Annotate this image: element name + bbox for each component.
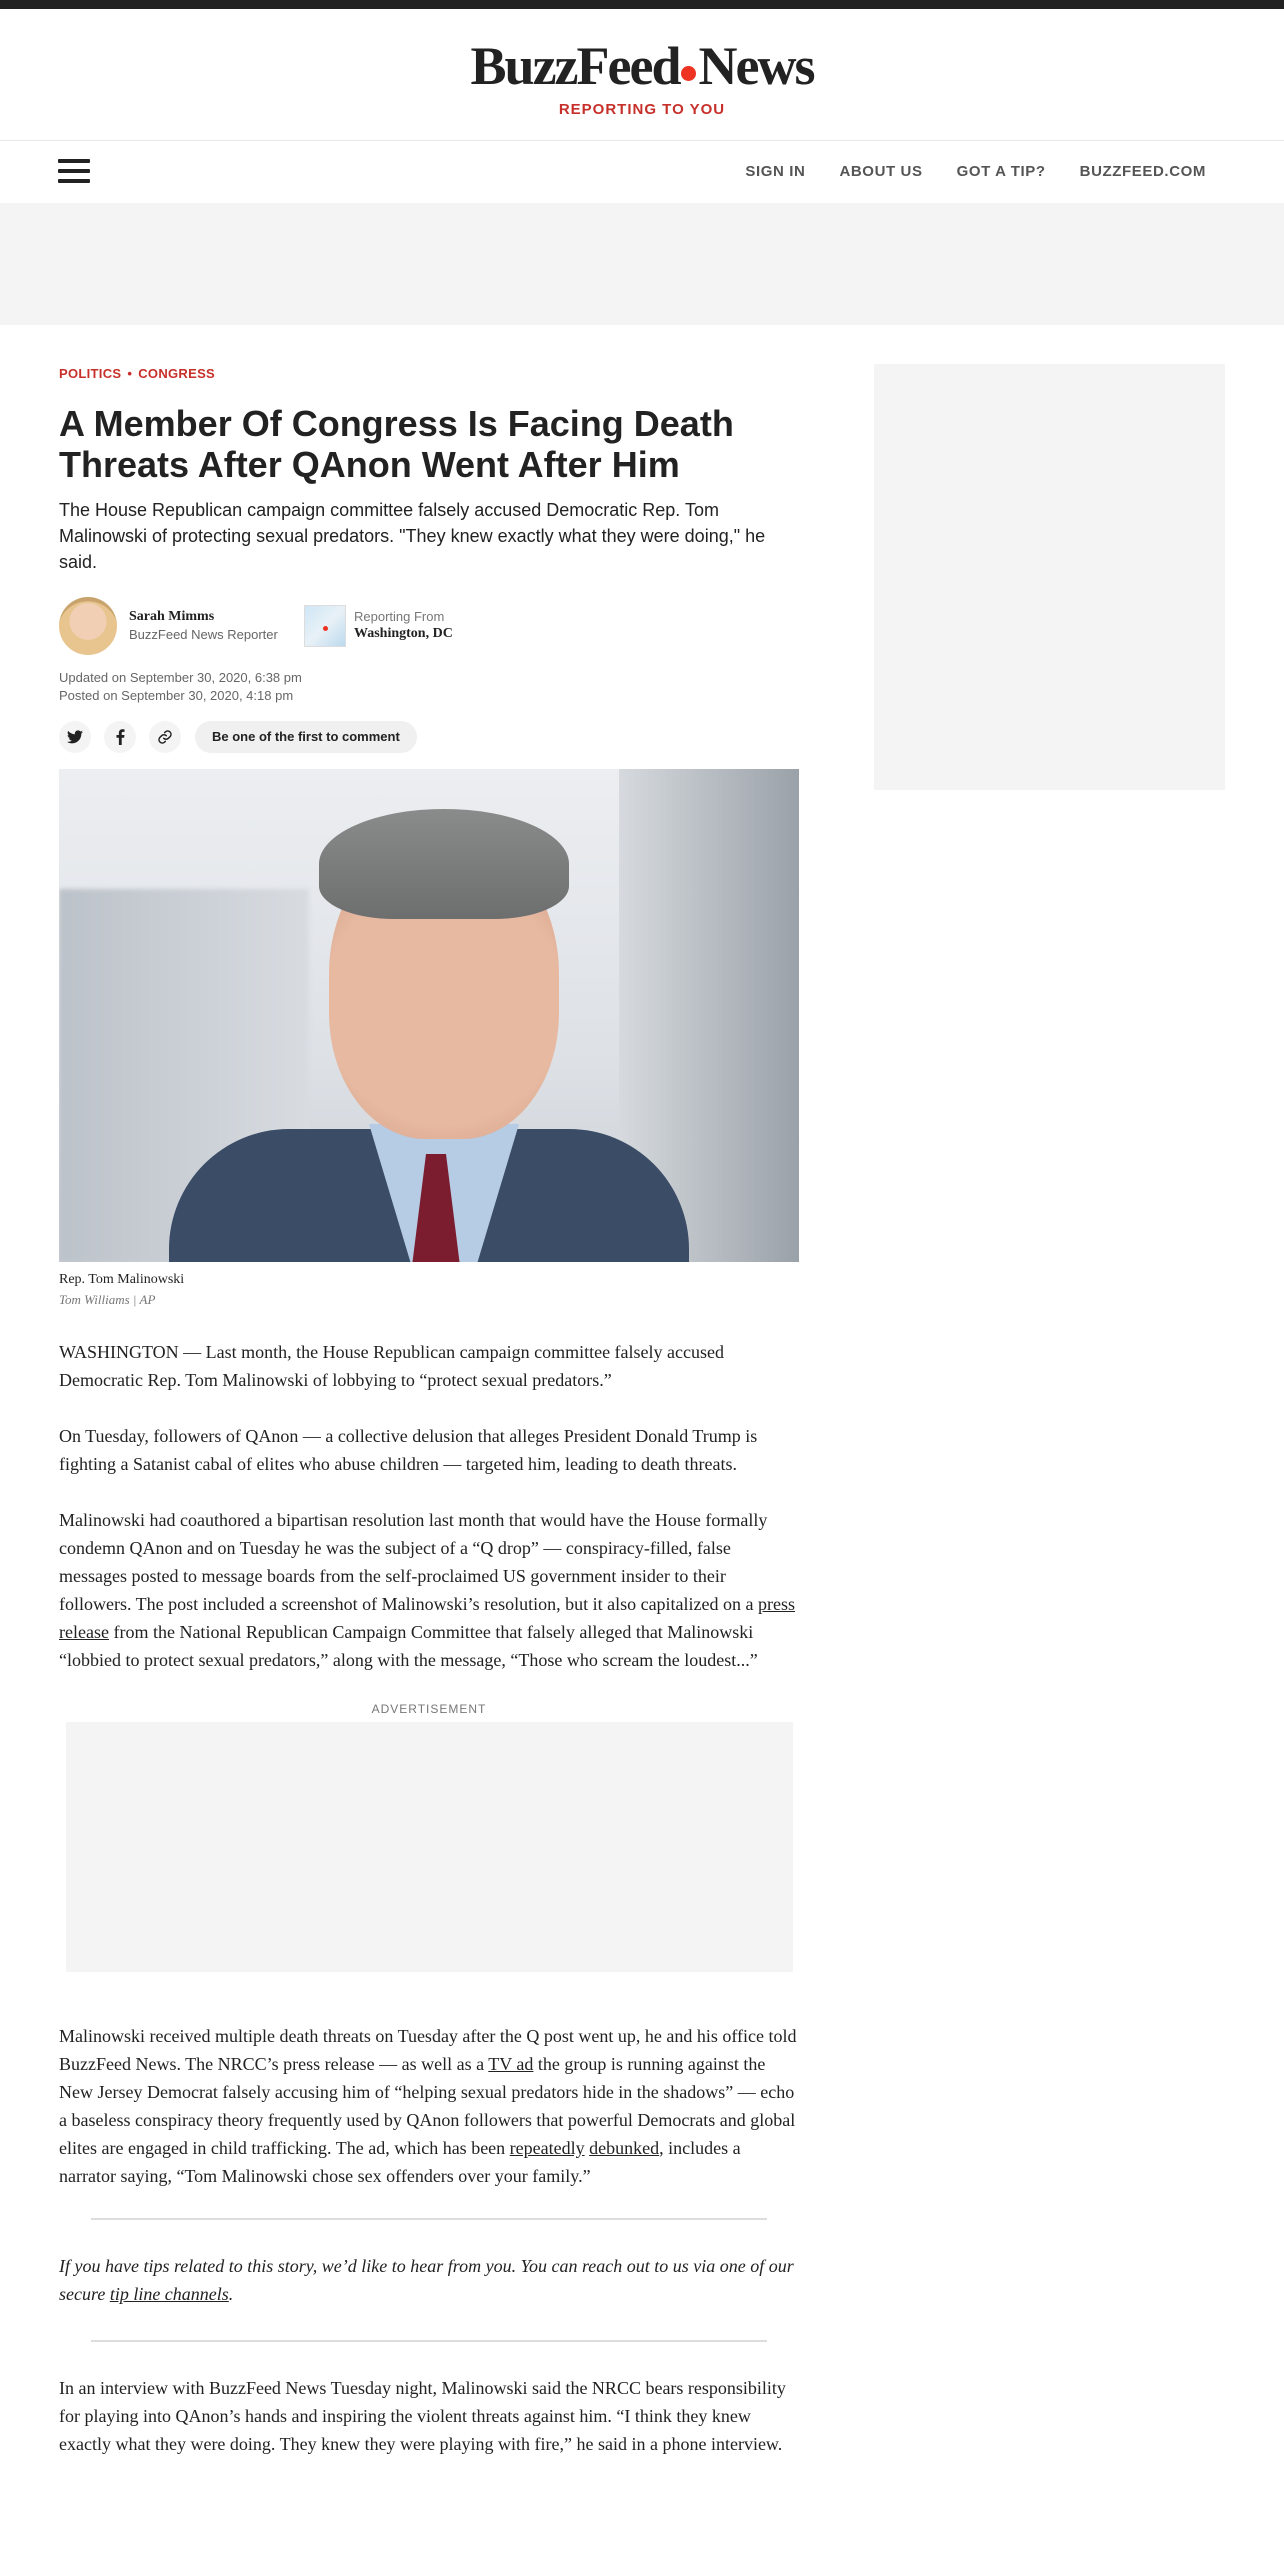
posted-date: Posted on September 30, 2020, 4:18 pm: [59, 688, 294, 703]
tip-line-link[interactable]: tip line channels: [109, 2284, 229, 2304]
press-release-link[interactable]: press release: [59, 1594, 796, 1642]
reporting-from: [354, 609, 453, 642]
map-icon: [304, 605, 346, 647]
tagline: REPORTING TO YOU: [558, 101, 726, 118]
breadcrumb: POLITICS • CONGRESS: [59, 366, 216, 381]
logo-buzzfeed: BuzzFeed: [470, 36, 680, 96]
divider: [91, 2218, 767, 2220]
facebook-icon[interactable]: [104, 721, 136, 753]
logo-news: News: [698, 36, 814, 96]
menu-icon[interactable]: [58, 159, 90, 185]
debunked-link[interactable]: debunked: [589, 2138, 660, 2158]
byline: [59, 597, 799, 657]
article: [59, 366, 799, 2486]
top-bar: [0, 0, 1284, 9]
top-ad-banner: [0, 203, 1284, 325]
advertisement-label: ADVERTISEMENT: [371, 1702, 487, 1716]
inline-ad: [66, 1722, 793, 1972]
author-name[interactable]: Sarah Mimms: [129, 609, 215, 624]
site-header: [0, 9, 1284, 141]
twitter-icon[interactable]: [59, 721, 91, 753]
article-dek: The House Republican campaign committee falsely accused Democratic Rep. Tom Malinowski of protecting sexual predators. "They knew exactly what they were doing," he said.: [59, 500, 766, 572]
share-bar: [59, 721, 799, 753]
reporting-label: Reporting From: [354, 609, 445, 624]
nav-got-a-tip[interactable]: GOT A TIP?: [956, 163, 1046, 180]
nav-buzzfeed-com[interactable]: BUZZFEED.COM: [1079, 163, 1206, 180]
author-info: [129, 609, 278, 642]
paragraph-5: In an interview with BuzzFeed News Tuesday night, Malinowski said the NRCC bears responsibility for playing into QAnon’s hands and inspiring the violent threats against him. “I think they knew exactly what they were doing. They knew they were playing with fire,” he said in a phone interview.: [59, 2378, 786, 2454]
nav-links: [711, 163, 1206, 180]
photo-caption: Rep. Tom Malinowski: [59, 1272, 185, 1287]
paragraph-2: On Tuesday, followers of QAnon — a collective delusion that alleges President Donald Trump is fighting a Satanist cabal of elites who abuse children — targeted him, leading to death threats.: [59, 1426, 758, 1474]
buzzfeed-news-logo[interactable]: [0, 36, 1284, 96]
lead-photo: [59, 769, 799, 1262]
sidebar-ad: [874, 364, 1225, 790]
nav-sign-in[interactable]: SIGN IN: [745, 163, 806, 180]
reporting-location: Washington, DC: [354, 626, 453, 641]
author-role: BuzzFeed News Reporter: [129, 627, 278, 642]
breadcrumb-congress[interactable]: CONGRESS: [138, 366, 216, 381]
updated-date: Updated on September 30, 2020, 6:38 pm: [59, 670, 302, 685]
tips-callout: If you have tips related to this story, we’d like to hear from you. You can reach out to us via one of our secure tip line channels.: [59, 2256, 794, 2304]
paragraph-3: Malinowski had coauthored a bipartisan resolution last month that would have the House formally condemn QAnon and on Tuesday he was the subject of a “Q drop” — conspiracy-filled, false messages posted to message boards from the self-proclaimed US government insider to their followers. The post included a screenshot of Malinowski’s resolution, but it also capitalized on a press release from the National Republican Campaign Committee that falsely alleged that Malinowski “lobbied to protect sexual predators,” along with the message, “Those who scream the loudest...”: [59, 1510, 796, 1670]
nav-bar: [0, 141, 1284, 203]
comment-button[interactable]: Be one of the first to comment: [195, 721, 417, 753]
breadcrumb-politics[interactable]: POLITICS: [59, 366, 122, 381]
timestamps: [59, 669, 799, 705]
link-icon[interactable]: [149, 721, 181, 753]
logo-dot: [681, 66, 696, 81]
author-avatar[interactable]: [59, 597, 117, 655]
nav-about-us[interactable]: ABOUT US: [839, 163, 923, 180]
article-title: A Member Of Congress Is Facing Death Threats After QAnon Went After Him: [59, 403, 734, 485]
repeatedly-link[interactable]: repeatedly: [509, 2138, 585, 2158]
photo-credit: Tom Williams | AP: [59, 1292, 156, 1307]
paragraph-4: Malinowski received multiple death threats on Tuesday after the Q post went up, he and his office told BuzzFeed News. The NRCC’s press release — as well as a TV ad the group is running against the New Jersey Democrat falsely accusing him of “helping sexual predators hide in the shadows” — echo a baseless conspiracy theory frequently used by QAnon followers that powerful Democrats and global elites are engaged in child trafficking. The ad, which has been repeatedly debunked, includes a narrator saying, “Tom Malinowski chose sex offenders over your family.”: [59, 2026, 797, 2186]
tv-ad-link[interactable]: TV ad: [488, 2054, 534, 2074]
paragraph-1: WASHINGTON — Last month, the House Republican campaign committee falsely accused Democratic Rep. Tom Malinowski of lobbying to “protect sexual predators.”: [59, 1342, 724, 1390]
article-body: [59, 1338, 799, 2458]
